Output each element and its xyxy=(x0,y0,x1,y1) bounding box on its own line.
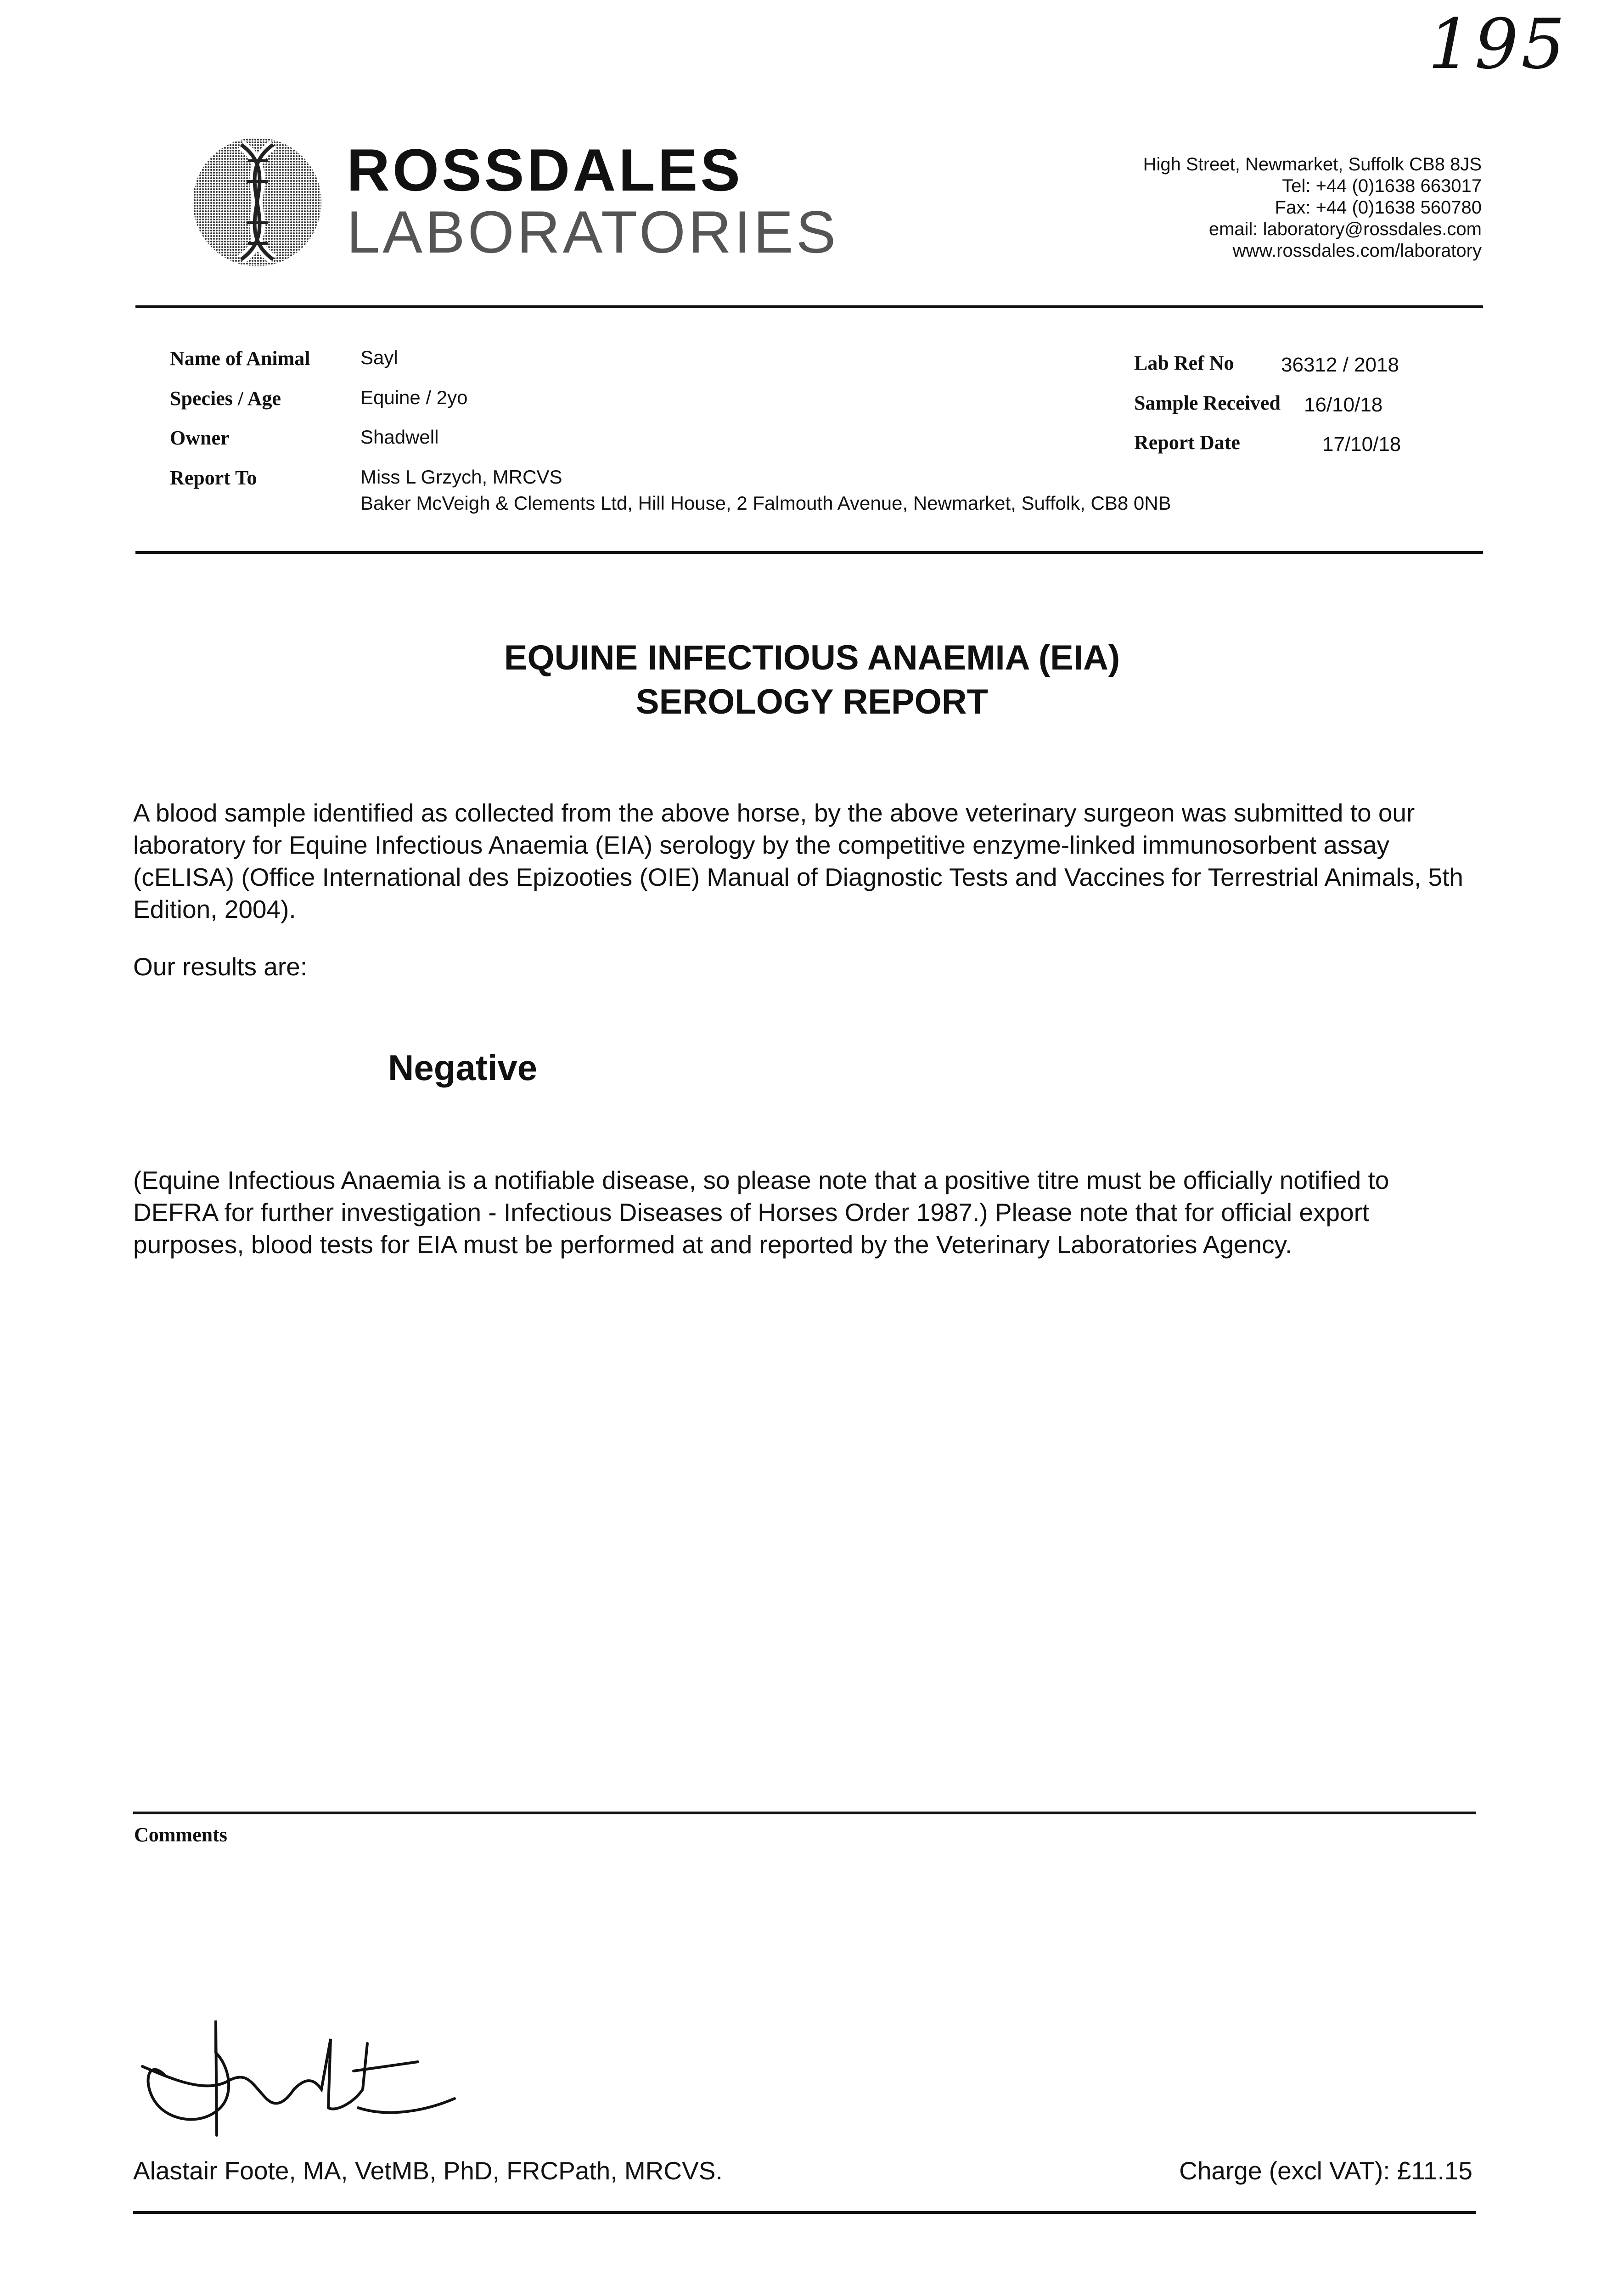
contact-block xyxy=(1143,154,1482,262)
test-result: Negative xyxy=(388,1047,538,1088)
contact-tel: Tel: +44 (0)1638 663017 xyxy=(1282,176,1482,196)
intro-line: laboratory for Equine Infectious Anaemia (EIA) serology by the competitive enzyme-linked immunosorbent assay xyxy=(133,831,1390,859)
contact-email[interactable]: email: laboratory@rossdales.com xyxy=(1208,219,1482,239)
report-to-address: Baker McVeigh & Clements Ltd, Hill House, 2 Falmouth Avenue, Newmarket, Suffolk, CB8 0NB xyxy=(360,492,1171,514)
footer-divider xyxy=(133,2211,1476,2214)
charge-amount: Charge (excl VAT): £11.15 xyxy=(1179,2156,1472,2185)
dna-logo-icon xyxy=(191,135,324,269)
intro-line: (cELISA) (Office International des Epizooties (OIE) Manual of Diagnostic Tests and Vaccines for Terrestrial Animals, 5th xyxy=(133,863,1463,891)
report-title xyxy=(0,636,1624,724)
handwritten-signature xyxy=(138,2011,487,2144)
contact-website[interactable]: www.rossdales.com/laboratory xyxy=(1232,241,1482,261)
header-divider xyxy=(135,305,1483,308)
note-line: (Equine Infectious Anaemia is a notifiable disease, so please note that a positive titre must be officially notified to xyxy=(133,1166,1389,1194)
report-to-name: Miss L Grzych, MRCVS xyxy=(360,466,562,488)
name-of-animal-label: Name of Animal xyxy=(170,347,310,370)
owner-label: Owner xyxy=(170,427,230,449)
comments-label: Comments xyxy=(134,1823,227,1846)
brand-subtitle: LABORATORIES xyxy=(347,198,839,265)
report-title-line2: SEROLOGY REPORT xyxy=(635,682,989,721)
handwritten-page-number: 195 xyxy=(1428,5,1568,84)
intro-line: A blood sample identified as collected from the above horse, by the above veterinary surgeon was submitted to our xyxy=(133,799,1415,827)
comments-divider xyxy=(133,1812,1476,1814)
name-of-animal-value: Sayl xyxy=(360,347,398,368)
sample-received-label: Sample Received xyxy=(1134,392,1281,414)
notifiable-note xyxy=(133,1164,1488,1261)
signatory-name: Alastair Foote, MA, VetMB, PhD, FRCPath, MRCVS. xyxy=(133,2156,723,2185)
lab-ref-label: Lab Ref No xyxy=(1134,352,1234,374)
intro-line: Edition, 2004). xyxy=(133,895,296,923)
owner-value: Shadwell xyxy=(360,426,439,448)
species-age-value: Equine / 2yo xyxy=(360,387,468,408)
intro-paragraph xyxy=(133,797,1488,925)
info-divider xyxy=(135,551,1483,554)
report-date-value: 17/10/18 xyxy=(1322,433,1401,456)
report-to-label: Report To xyxy=(170,467,257,489)
report-date-label: Report Date xyxy=(1134,431,1240,454)
note-line: DEFRA for further investigation - Infectious Diseases of Horses Order 1987.) Please note that for official export xyxy=(133,1198,1370,1227)
results-label: Our results are: xyxy=(133,952,308,981)
species-age-label: Species / Age xyxy=(170,387,281,410)
brand-name: ROSSDALES xyxy=(347,136,743,203)
sample-received-value: 16/10/18 xyxy=(1304,394,1383,416)
note-line: purposes, blood tests for EIA must be performed at and reported by the Veterinary Laboratories Agency. xyxy=(133,1230,1292,1259)
report-title-line1: EQUINE INFECTIOUS ANAEMIA (EIA) xyxy=(504,638,1120,677)
lab-ref-value: 36312 / 2018 xyxy=(1281,354,1399,376)
contact-fax: Fax: +44 (0)1638 560780 xyxy=(1275,197,1482,218)
contact-address: High Street, Newmarket, Suffolk CB8 8JS xyxy=(1143,154,1482,174)
